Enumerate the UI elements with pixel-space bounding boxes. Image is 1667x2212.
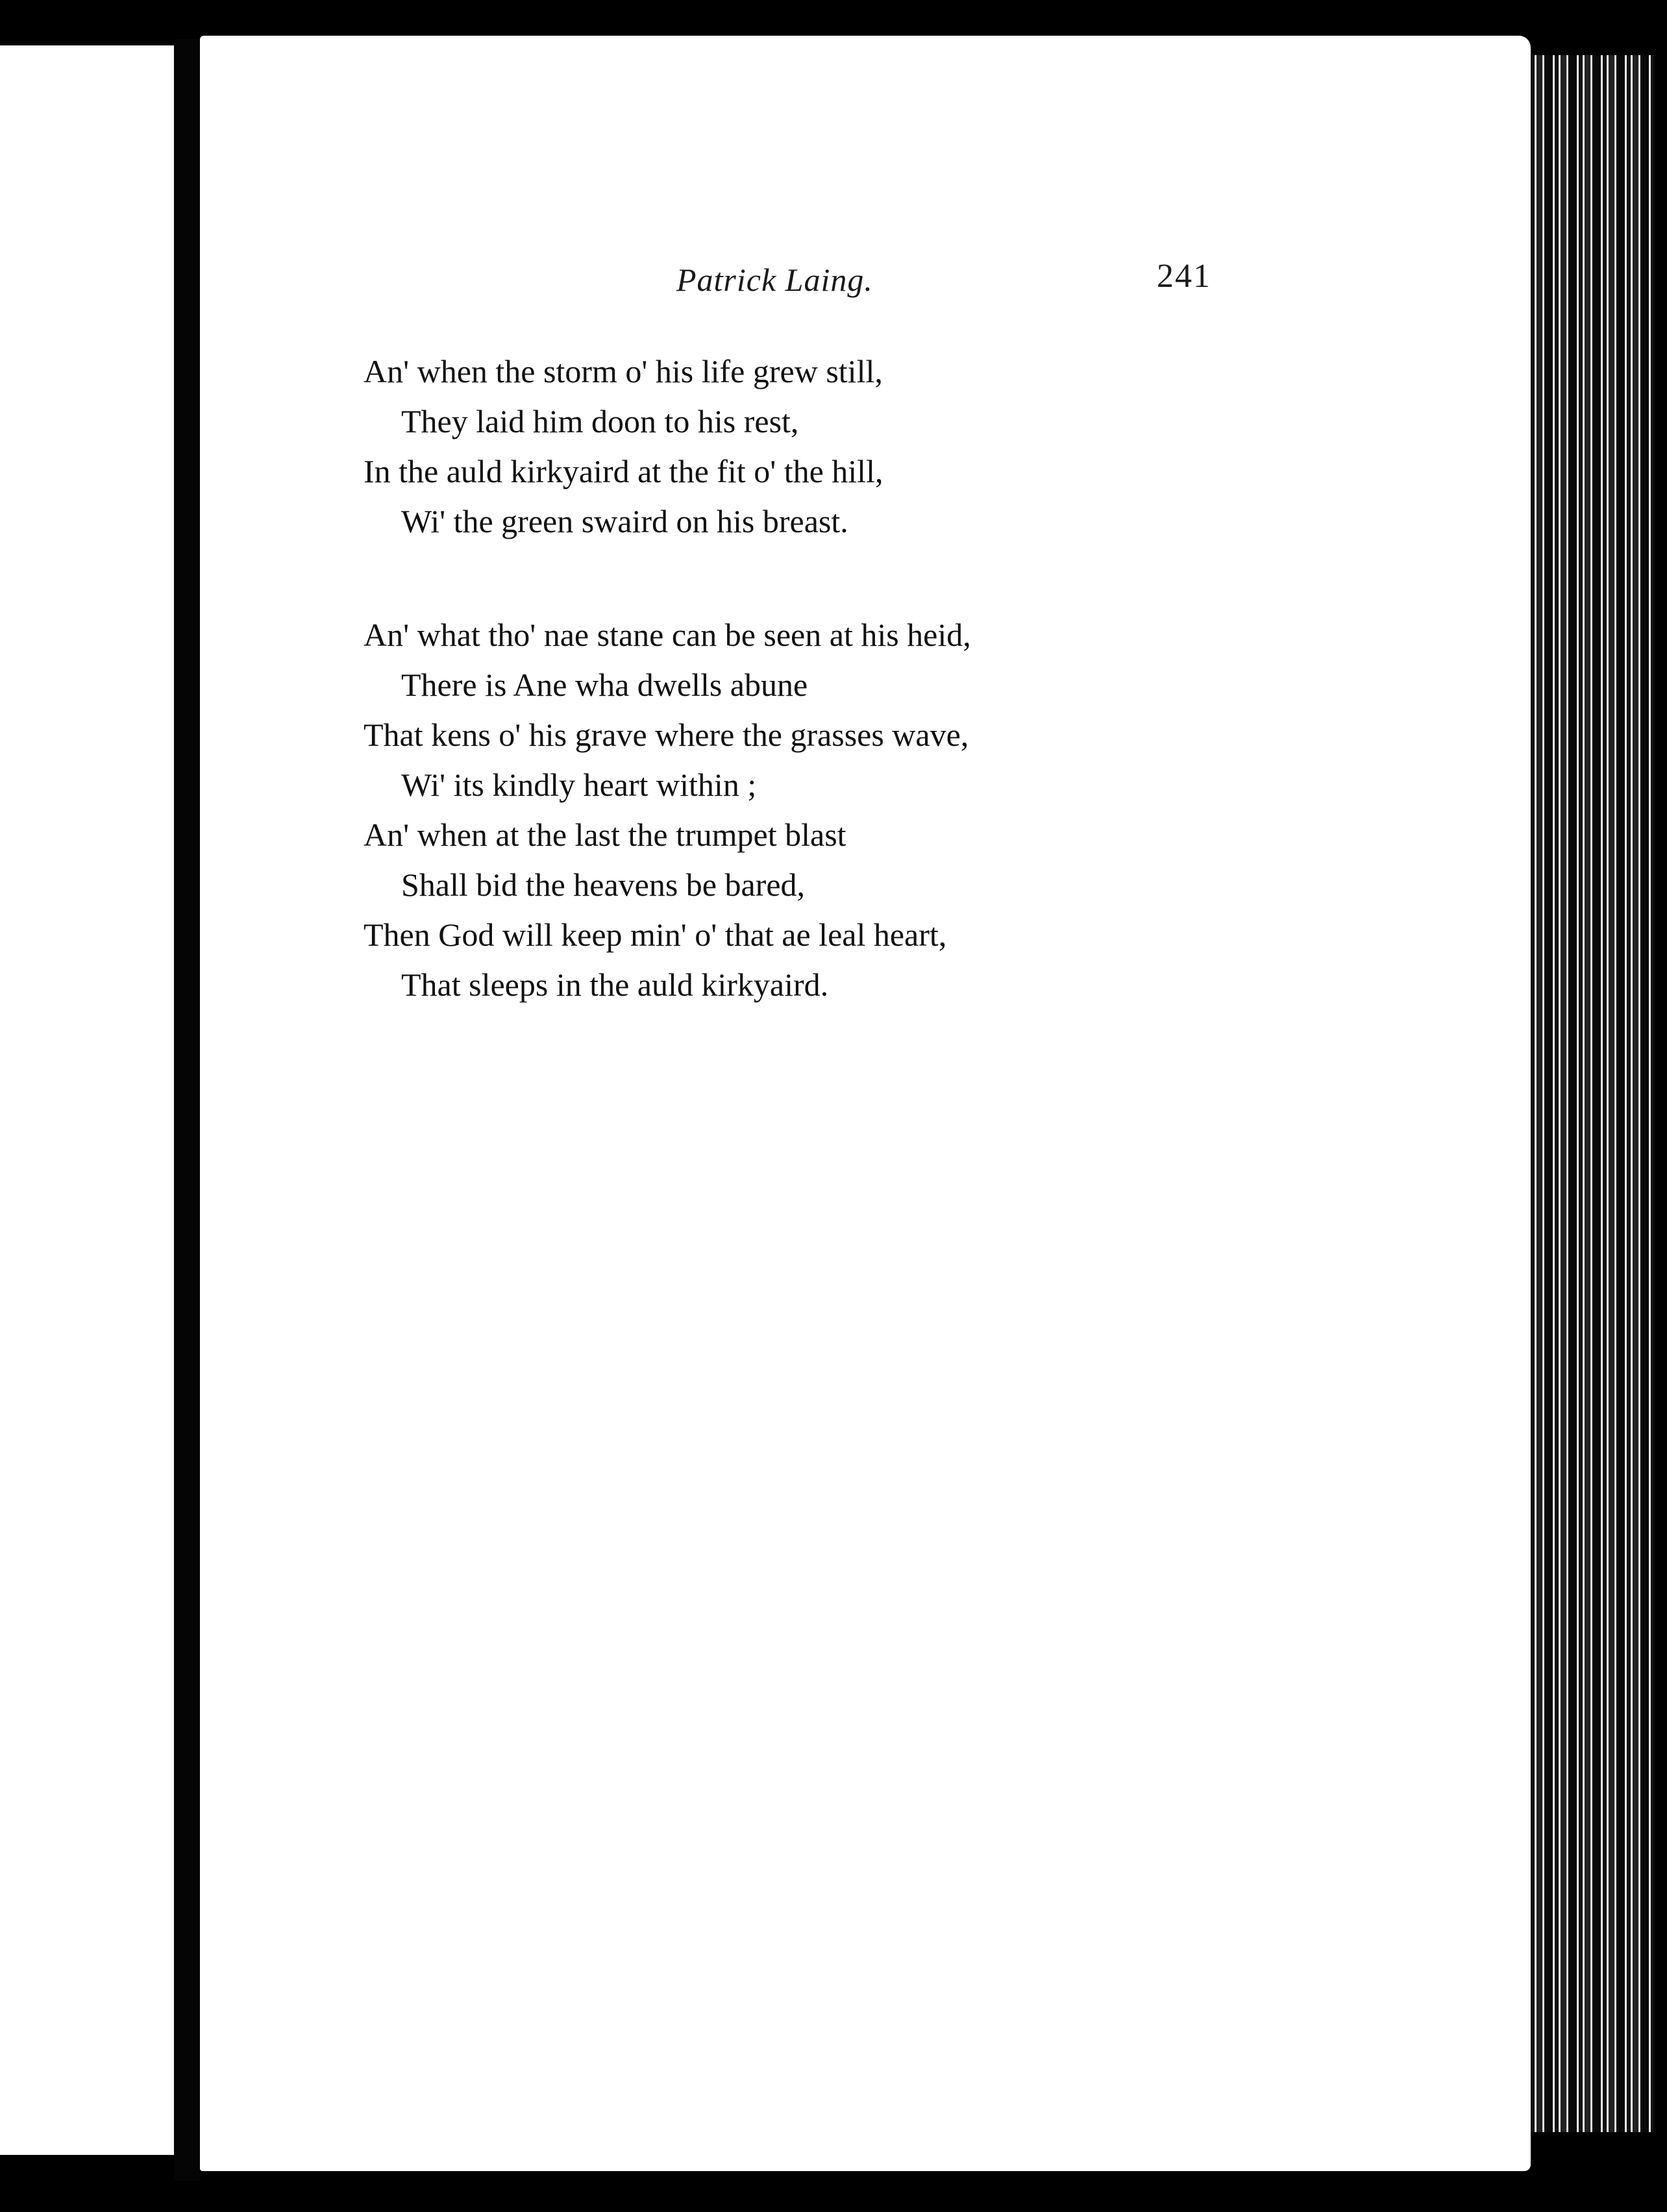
running-head: Patrick Laing.	[676, 262, 873, 298]
poem-line: In the auld kirkyaird at the fit o' the hill,	[364, 453, 883, 489]
facing-page-edge	[0, 45, 174, 2155]
poem-line: Shall bid the heavens be bared,	[401, 866, 806, 903]
poem-line: They laid him doon to his rest,	[401, 403, 799, 439]
poem-line: An' when at the last the trumpet blast	[364, 817, 846, 853]
poem-stanza-1	[364, 347, 883, 547]
page-number: 241	[1157, 258, 1211, 295]
poem-line: An' when the storm o' his life grew still,	[364, 353, 883, 389]
poem-line: That sleeps in the auld kirkyaird.	[401, 966, 829, 1003]
poem-line: Then God will keep min' o' that ae leal heart,	[364, 916, 947, 953]
poem-line: Wi' its kindly heart within ;	[401, 767, 757, 803]
poem-line: There is Ane wha dwells abune	[401, 667, 808, 703]
poem-line: An' what tho' nae stane can be seen at his heid,	[364, 617, 971, 653]
poem-line: That kens o' his grave where the grasses wave,	[364, 717, 969, 753]
poem-stanza-2	[364, 610, 971, 1010]
page-stack-edges	[1531, 55, 1654, 2132]
poem-line: Wi' the green swaird on his breast.	[401, 503, 848, 539]
book-gutter	[174, 39, 200, 2181]
